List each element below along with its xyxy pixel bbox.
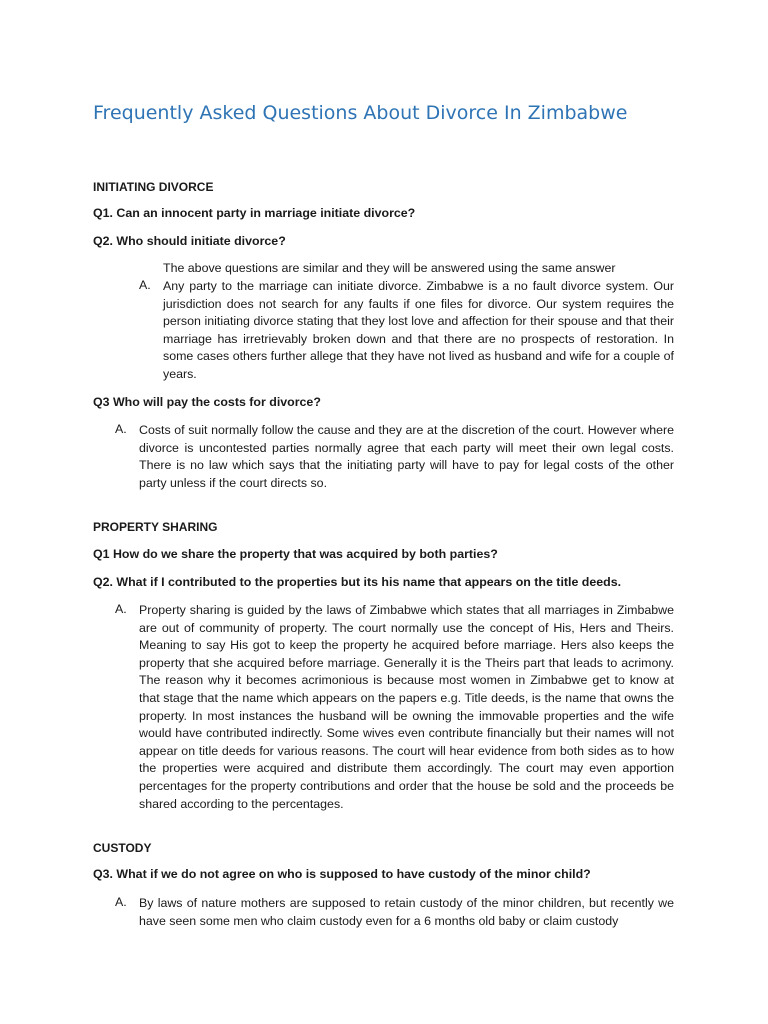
document-title: Frequently Asked Questions About Divorce In Zimbabwe — [93, 102, 628, 124]
answer-property-sharing: Property sharing is guided by the laws of Zimbabwe which states that all marriages in Zimbabwe are out of community of property. The court normally use the concept of His, Hers and Theirs. Meaning to say His got to keep the property he acquired before marriage. Hers also keeps the property that she acquired before marriage. Generally it is the Theirs part that leads to acrimony. The reason why it becomes acrimonious is because most women in Zimbabwe get to know at that stage that the name which appears on the papers e.g. Title deeds, is the name that owns the property. In most instances the husband will be owning the immovable properties and the wife would have contributed indirectly. Some wives even contribute financially but their names will not appear on title deeds for various reasons. The court will hear evidence from both sides as to how the properties were acquired and distribute them accordingly. The court may even apportion percentages for the property contributions and order that the house be sold and the proceeds be shared according to the percentages. — [139, 603, 674, 811]
answer-intro-text: The above questions are similar and they will be answered using the same answer — [163, 261, 616, 275]
answer-marker: A. — [139, 278, 151, 292]
question-custody-disagreement: Q3. What if we do not agree on who is supposed to have custody of the minor child? — [93, 867, 591, 881]
answer-custody: By laws of nature mothers are supposed to retain custody of the minor children, but recently we have seen some men who claim custody even for a 6 months old baby or claim custody — [139, 896, 674, 928]
question-who-pays-costs: Q3 Who will pay the costs for divorce? — [93, 395, 321, 409]
question-can-innocent-party-initiate: Q1. Can an innocent party in marriage initiate divorce? — [93, 206, 416, 220]
section-heading-property-sharing: PROPERTY SHARING — [93, 520, 218, 534]
question-how-to-share-property: Q1 How do we share the property that was acquired by both parties? — [93, 547, 498, 561]
question-contributed-but-his-name: Q2. What if I contributed to the properties but its his name that appears on the title deeds. — [93, 575, 622, 589]
answer-initiating-divorce: Any party to the marriage can initiate divorce. Zimbabwe is a no fault divorce system. Our jurisdiction does not search for any faults if one files for divorce. Our system requires the person initiating divorce stating that they lost love and affection for their spouse and that their marriage has irretrievably broken down and that there are no prospects of restoration. In some cases others further allege that they have not lived as husband and wife for a couple of years. — [163, 279, 674, 381]
answer-marker: A. — [115, 895, 127, 909]
answer-marker: A. — [115, 422, 127, 436]
section-heading-initiating-divorce: INITIATING DIVORCE — [93, 180, 214, 194]
answer-costs-for-divorce: Costs of suit normally follow the cause and they are at the discretion of the court. However where divorce is uncontested parties normally agree that each party will meet their own legal costs. There is no law which says that the initiating party will have to pay for legal costs of the other party unless if the court directs so. — [139, 423, 674, 490]
answer-marker: A. — [115, 602, 127, 616]
question-who-should-initiate: Q2. Who should initiate divorce? — [93, 234, 286, 248]
section-heading-custody: CUSTODY — [93, 841, 152, 855]
